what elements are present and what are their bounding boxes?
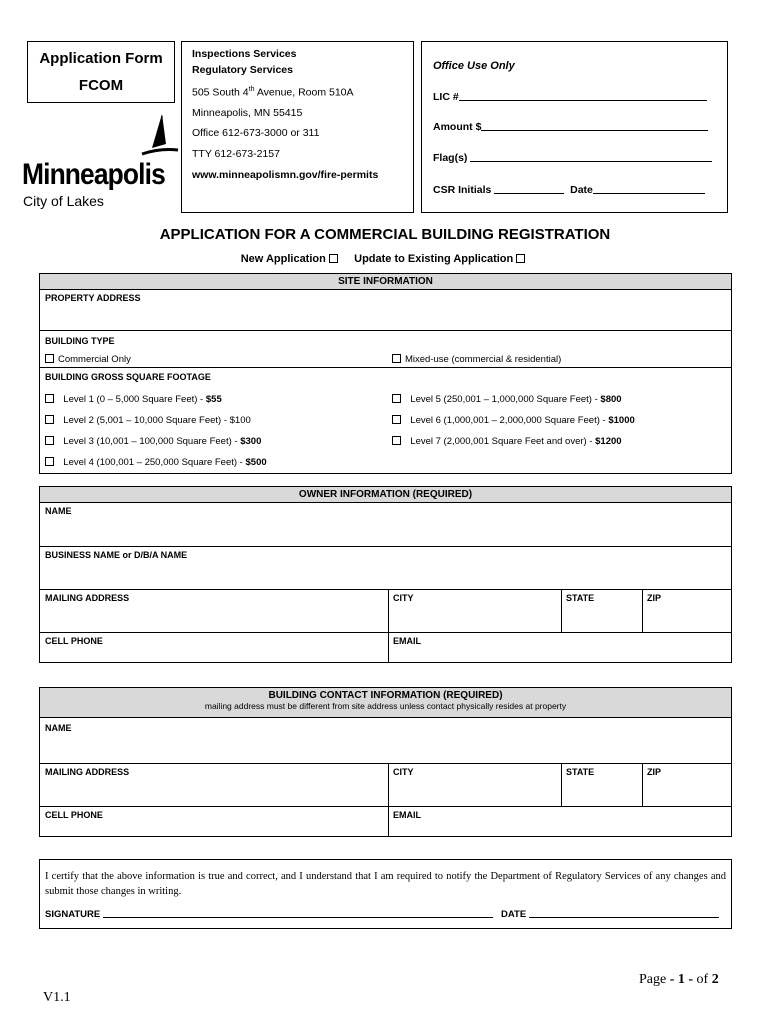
- update-application-checkbox[interactable]: [516, 254, 525, 263]
- contact-note: mailing address must be different from site address unless contact physically resides at property: [204, 701, 567, 711]
- owner-state-label: STATE: [566, 593, 595, 603]
- agency-tty: TTY 612-673-2157: [192, 148, 280, 160]
- signature-line[interactable]: SIGNATURE: [45, 909, 493, 920]
- contact-header: BUILDING CONTACT INFORMATION (REQUIRED): [268, 690, 503, 701]
- city-logo: [22, 112, 172, 212]
- agency-line2: Regulatory Services: [192, 64, 293, 76]
- level-6-checkbox[interactable]: [392, 415, 401, 424]
- contact-section: [39, 687, 732, 837]
- agency-office-phone: Office 612-673-3000 or 311: [192, 127, 320, 139]
- contact-email-label: EMAIL: [393, 810, 421, 820]
- agency-address: 505 South 4th Avenue, Room 510A: [192, 86, 354, 99]
- owner-email-label: EMAIL: [393, 636, 421, 646]
- certification-section: [39, 859, 732, 929]
- commercial-checkbox[interactable]: [45, 354, 54, 363]
- form-code: FCOM: [78, 77, 124, 94]
- site-header: SITE INFORMATION: [40, 274, 731, 290]
- level-1-option[interactable]: Level 1 (0 – 5,000 Square Feet) - $55: [45, 394, 222, 405]
- office-use-title: Office Use Only: [433, 60, 515, 72]
- property-address-label: PROPERTY ADDRESS: [45, 293, 141, 303]
- owner-mailing-label: MAILING ADDRESS: [45, 593, 130, 603]
- signature-date-line[interactable]: DATE: [501, 909, 719, 920]
- owner-section: [39, 486, 732, 663]
- version-label: V1.1: [43, 990, 71, 1005]
- owner-header: OWNER INFORMATION (REQUIRED): [40, 487, 731, 503]
- application-type: [0, 253, 770, 265]
- gross-sqft-label: BUILDING GROSS SQUARE FOOTAGE: [45, 372, 211, 382]
- site-section: [39, 273, 732, 474]
- contact-name-label: NAME: [45, 723, 72, 733]
- logo-name: Minneapolis: [22, 158, 165, 191]
- owner-zip-label: ZIP: [647, 593, 662, 603]
- level-6-option[interactable]: Level 6 (1,000,001 – 2,000,000 Square Feet) - $1000: [392, 415, 635, 426]
- page-number: Page - 1 - of 2: [639, 972, 719, 987]
- building-type-label: BUILDING TYPE: [45, 336, 115, 346]
- level-2-option[interactable]: Level 2 (5,001 – 10,000 Square Feet) - $100: [45, 415, 251, 426]
- owner-cell-label: CELL PHONE: [45, 636, 103, 646]
- property-address-input[interactable]: [41, 304, 730, 330]
- mixed-use-option[interactable]: Mixed-use (commercial & residential): [392, 354, 561, 365]
- certify-text: I certify that the above information is true and correct, and I understand that I am required to notify the Department of Regulatory Services of any changes and submit those changes in writing.: [45, 871, 726, 897]
- agency-line1: Inspections Services: [192, 48, 297, 60]
- flags-field[interactable]: Flag(s): [433, 152, 712, 164]
- level-5-checkbox[interactable]: [392, 394, 401, 403]
- form-id-box: [27, 41, 175, 103]
- page-title: APPLICATION FOR A COMMERCIAL BUILDING REGISTRATION: [159, 226, 611, 243]
- contact-name-input[interactable]: [41, 734, 730, 762]
- csr-date-field[interactable]: CSR Initials Date: [433, 184, 705, 196]
- contact-zip-label: ZIP: [647, 767, 662, 777]
- owner-business-label: BUSINESS NAME or D/B/A NAME: [45, 550, 188, 560]
- mixed-use-checkbox[interactable]: [392, 354, 401, 363]
- owner-name-label: NAME: [45, 506, 72, 516]
- form-title: Application Form: [39, 50, 163, 67]
- level-4-checkbox[interactable]: [45, 457, 54, 466]
- amount-field[interactable]: Amount $: [433, 121, 708, 133]
- level-7-option[interactable]: Level 7 (2,000,001 Square Feet and over) - $1200: [392, 436, 622, 447]
- level-1-checkbox[interactable]: [45, 394, 54, 403]
- owner-city-label: CITY: [393, 593, 414, 603]
- agency-city: Minneapolis, MN 55415: [192, 107, 303, 119]
- level-5-option[interactable]: Level 5 (250,001 – 1,000,000 Square Feet) - $800: [392, 394, 622, 405]
- contact-state-label: STATE: [566, 767, 595, 777]
- owner-business-input[interactable]: [41, 561, 730, 589]
- sailboat-icon: [140, 114, 180, 162]
- contact-header-block: [40, 688, 731, 718]
- owner-name-input[interactable]: [41, 517, 730, 545]
- lic-field[interactable]: LIC #: [433, 91, 707, 103]
- new-application-option[interactable]: New Application: [241, 253, 342, 265]
- level-3-option[interactable]: Level 3 (10,001 – 100,000 Square Feet) - $300: [45, 436, 261, 447]
- update-application-option[interactable]: Update to Existing Application: [354, 253, 529, 265]
- agency-box: [181, 41, 414, 213]
- logo-tagline: City of Lakes: [23, 193, 104, 209]
- agency-website[interactable]: www.minneapolismn.gov/fire-permits: [192, 169, 379, 181]
- commercial-option[interactable]: Commercial Only: [45, 354, 131, 365]
- level-7-checkbox[interactable]: [392, 436, 401, 445]
- level-4-option[interactable]: Level 4 (100,001 – 250,000 Square Feet) - $500: [45, 457, 267, 468]
- level-2-checkbox[interactable]: [45, 415, 54, 424]
- new-application-checkbox[interactable]: [329, 254, 338, 263]
- contact-cell-label: CELL PHONE: [45, 810, 103, 820]
- contact-city-label: CITY: [393, 767, 414, 777]
- contact-mailing-label: MAILING ADDRESS: [45, 767, 130, 777]
- level-3-checkbox[interactable]: [45, 436, 54, 445]
